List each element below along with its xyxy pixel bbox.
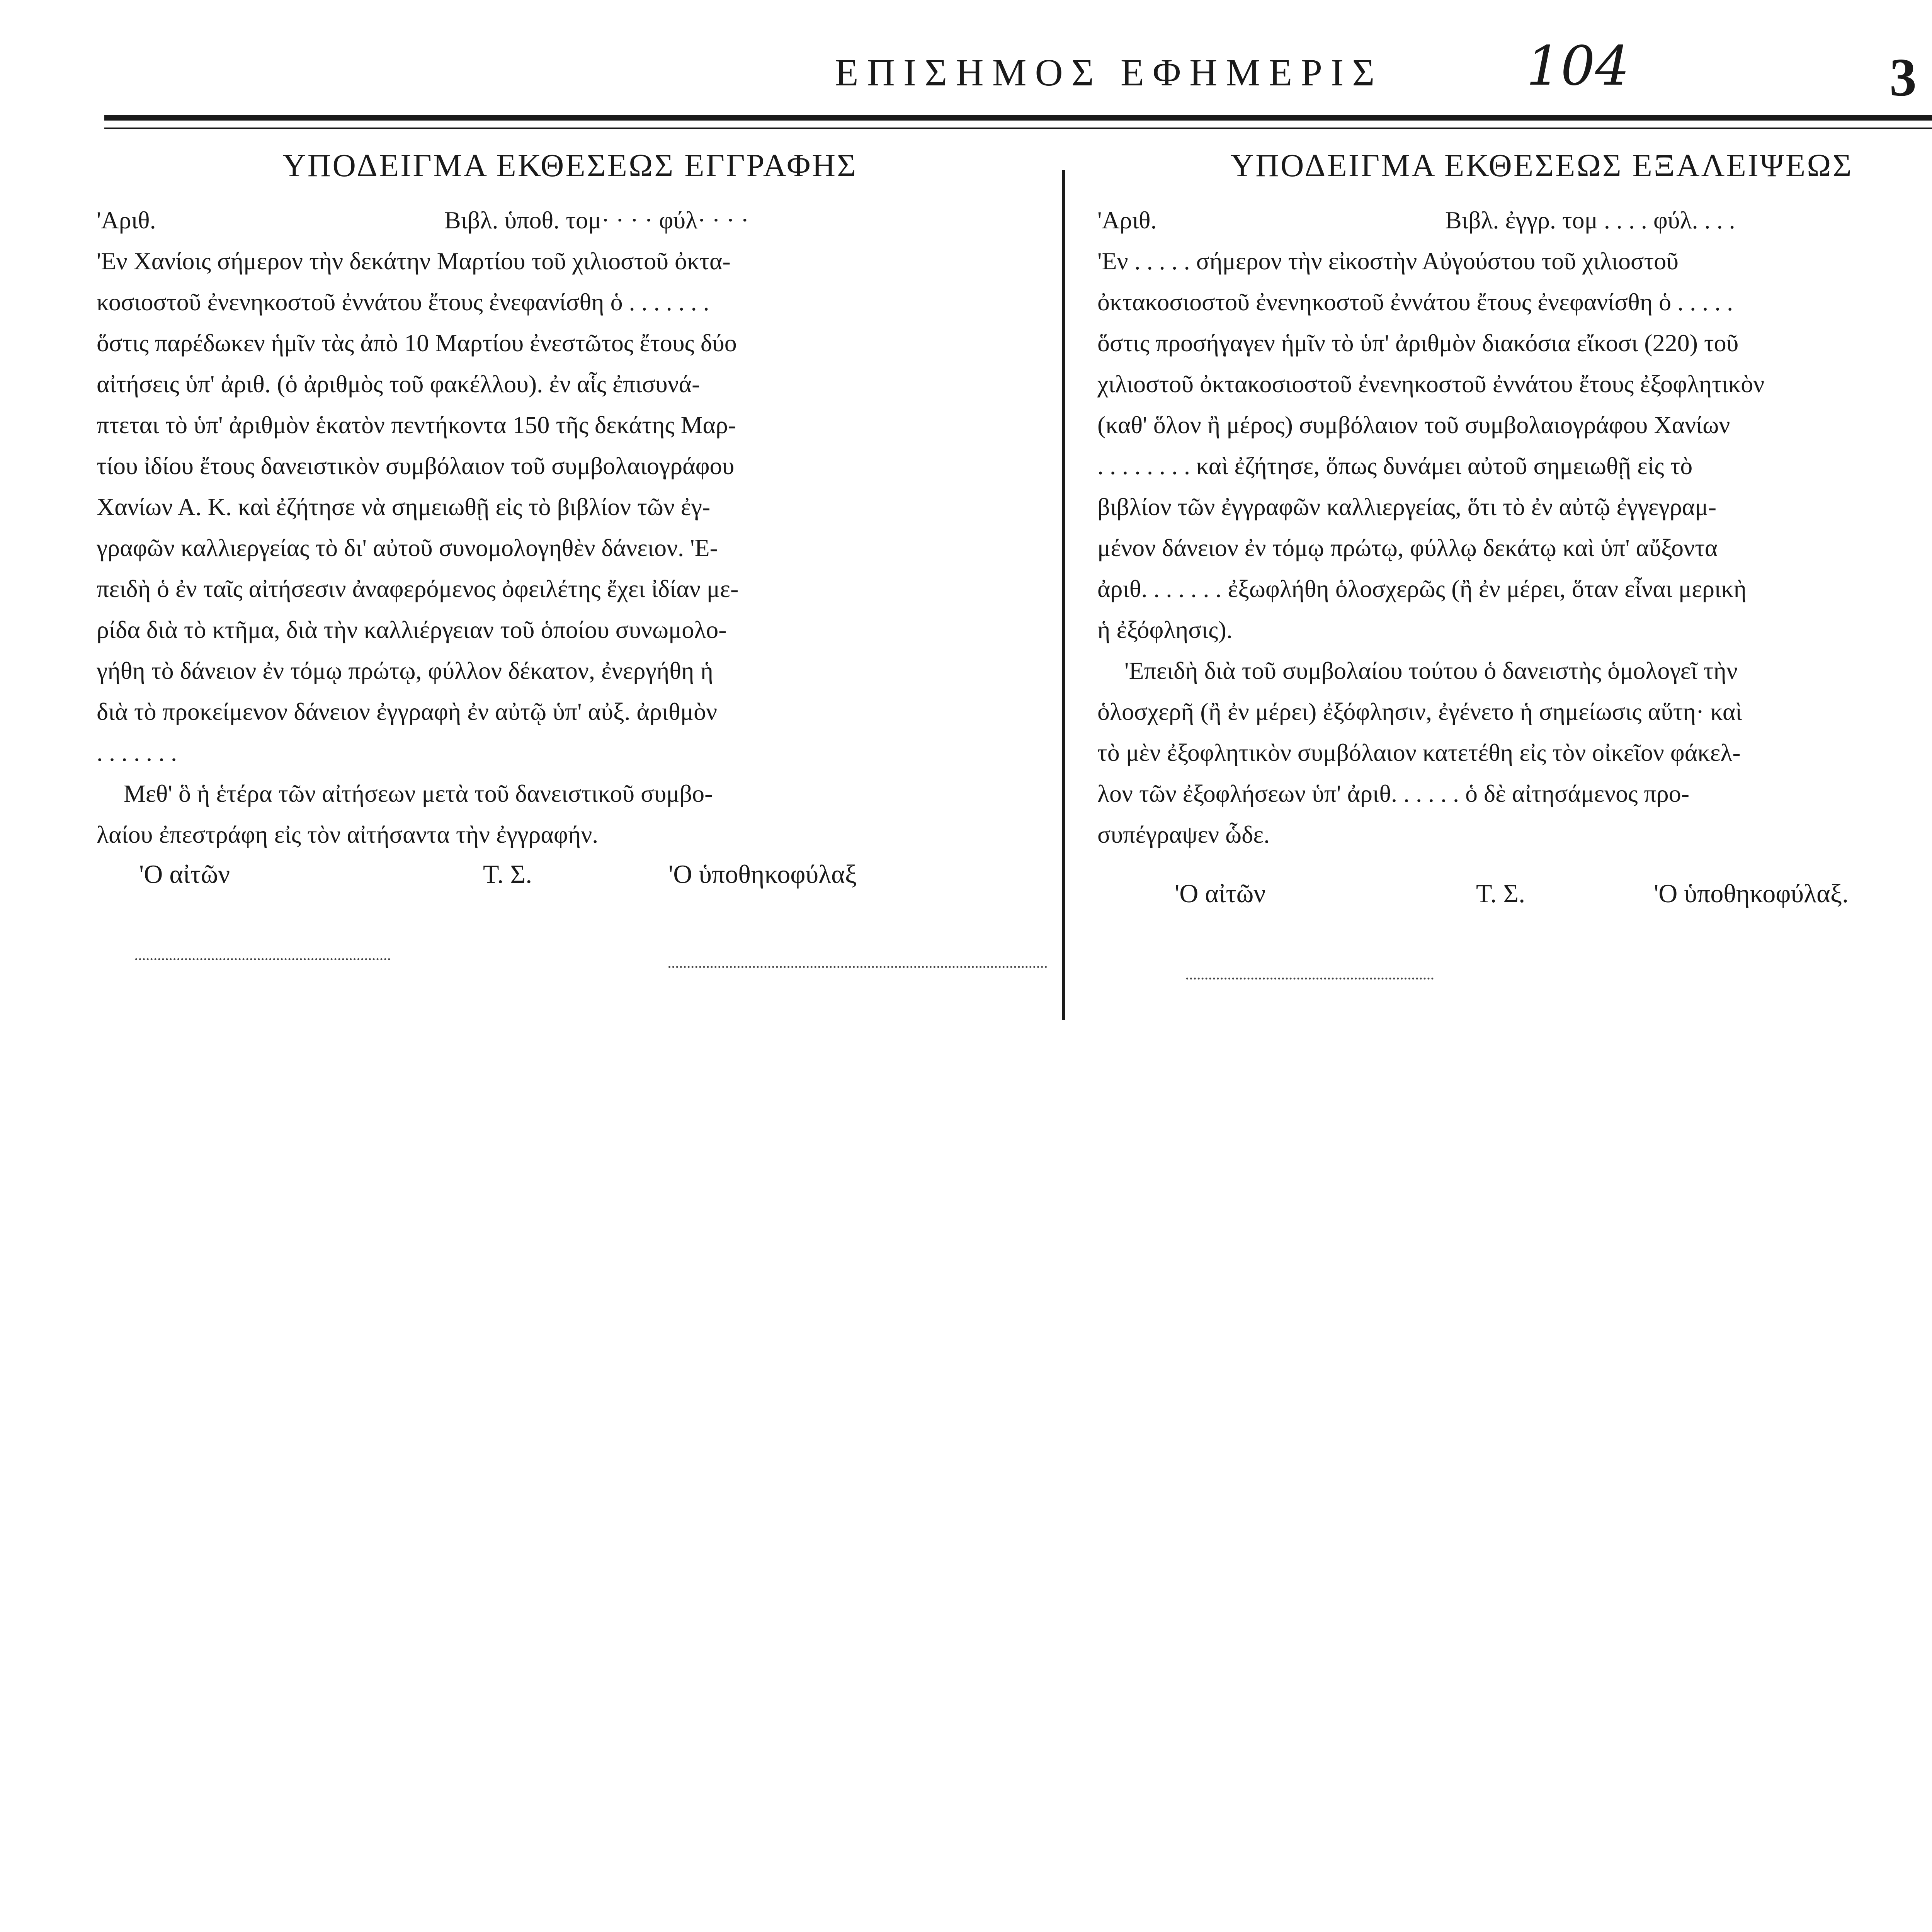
printed-page-number: 3 — [1889, 48, 1917, 107]
right-meta-line — [1097, 200, 1932, 241]
body-line: 'Εν . . . . . σήμερον τὴν εἰκοστὴν Αὐγούστου τοῦ χιλιοστοῦ — [1097, 247, 1679, 275]
right-sign-registrar: 'Ο ὑποθηκοφύλαξ. — [1654, 879, 1849, 908]
left-column — [97, 147, 1043, 901]
body-line: διὰ τὸ προκείμενον δάνειον ἐγγραφὴ ἐν αὐτῷ ὑπ' αὐξ. ἀριθμὸν — [97, 698, 717, 725]
publication-title: ΕΠΙΣΗΜΟΣ ΕΦΗΜΕΡΙΣ — [835, 51, 1383, 94]
right-signature-line-applicant — [1186, 978, 1434, 980]
body-line: . . . . . . . — [97, 739, 177, 766]
right-sign-applicant: 'Ο αἰτῶν — [1175, 879, 1266, 908]
body-line: ὅστις παρέδωκεν ἡμῖν τὰς ἀπὸ 10 Μαρτίου ἐνεστῶτος ἔτους δύο — [97, 329, 737, 357]
body-line: γραφῶν καλλιεργείας τὸ δι' αὐτοῦ συνομολογηθὲν δάνειον. 'Ε- — [97, 534, 718, 561]
left-section-title: ΥΠΟΔΕΙΓΜΑ ΕΚΘΕΣΕΩΣ ΕΓΓΡΑΦΗΣ — [282, 148, 857, 184]
body-line: ὅστις προσήγαγεν ἡμῖν τὸ ὑπ' ἀριθμὸν διακόσια εἴκοσι (220) τοῦ — [1097, 329, 1739, 357]
body-line: 'Εν Χανίοις σήμερον τὴν δεκάτην Μαρτίου τοῦ χιλιοστοῦ ὀκτα- — [97, 247, 731, 275]
right-column — [1097, 147, 1932, 921]
right-sign-seal: Τ. Σ. — [1476, 879, 1526, 908]
handwritten-page-number: 104 — [1526, 35, 1630, 98]
column-divider — [1062, 170, 1065, 1020]
body-line: ρίδα διὰ τὸ κτῆμα, διὰ τὴν καλλιέργειαν τοῦ ὁποίου συνωμολο- — [97, 616, 727, 643]
left-closing — [97, 773, 1043, 855]
right-signatures — [1097, 878, 1932, 921]
body-line: Χανίων Α. Κ. καὶ ἐζήτησε νὰ σημειωθῇ εἰς τὸ βιβλίον τῶν ἐγ- — [97, 493, 711, 520]
left-meta-number: 'Αριθ. — [97, 206, 156, 234]
body-line: πτεται τὸ ὑπ' ἀριθμὸν ἑκατὸν πεντήκοντα 150 τῆς δεκάτης Μαρ- — [97, 411, 736, 439]
left-sign-registrar: 'Ο ὑποθηκοφύλαξ — [668, 859, 857, 889]
left-signature-line-registrar — [668, 966, 1047, 968]
body-line: χιλιοστοῦ ὀκτακοσιοστοῦ ἐνενηκοστοῦ ἐννάτου ἔτους ἐξοφλητικὸν — [1097, 370, 1765, 398]
right-section-title: ΥΠΟΔΕΙΓΜΑ ΕΚΘΕΣΕΩΣ ΕΞΑΛΕΙΨΕΩΣ — [1230, 148, 1853, 184]
body-line: ἡ ἐξόφλησις). — [1097, 616, 1233, 643]
right-closing — [1097, 650, 1932, 855]
right-meta-number: 'Αριθ. — [1097, 206, 1157, 234]
body-line: . . . . . . . . καὶ ἐζήτησε, ὅπως δυνάμει αὐτοῦ σημειωθῇ εἰς τὸ — [1097, 452, 1693, 480]
left-meta-line — [97, 200, 1043, 241]
body-line: τίου ἰδίου ἔτους δανειστικὸν συμβόλαιον τοῦ συμβολαιογράφου — [97, 452, 735, 480]
left-signature-line-applicant — [135, 958, 390, 960]
left-sign-seal: Τ. Σ. — [483, 859, 532, 889]
body-line: (καθ' ὅλον ἢ μέρος) συμβόλαιον τοῦ συμβολαιογράφου Χανίων — [1097, 411, 1730, 439]
closing-line: Μεθ' ὃ ἡ ἑτέρα τῶν αἰτήσεων μετὰ τοῦ δανειστικοῦ συμβο- — [124, 780, 713, 807]
left-meta-book: Βιβλ. ὑποθ. τομ· · · · φύλ· · · · — [444, 206, 749, 234]
closing-line: λαίου ἐπεστράφη εἰς τὸν αἰτήσαντα τὴν ἐγγραφήν. — [97, 821, 599, 848]
body-line: γήθη τὸ δάνειον ἐν τόμῳ πρώτῳ, φύλλον δέκατον, ἐνεργήθη ἡ — [97, 657, 713, 684]
body-line: μένον δάνειον ἐν τόμῳ πρώτῳ, φύλλῳ δεκάτῳ καὶ ὑπ' αὔξοντα — [1097, 534, 1718, 561]
body-line: ὀκτακοσιοστοῦ ἐνενηκοστοῦ ἐννάτου ἔτους ἐνεφανίσθη ὁ . . . . . — [1097, 288, 1733, 316]
left-sign-applicant: 'Ο αἰτῶν — [139, 859, 230, 889]
left-body — [97, 241, 1043, 773]
body-line: κοσιοστοῦ ἐνενηκοστοῦ ἐννάτου ἔτους ἐνεφανίσθη ὁ . . . . . . . — [97, 288, 709, 316]
closing-line: λον τῶν ἐξοφλήσεων ὑπ' ἀριθ. . . . . . ὁ δὲ αἰτησάμενος προ- — [1097, 780, 1689, 807]
body-line: ἀριθ. . . . . . . ἐξωφλήθη ὁλοσχερῶς (ἢ ἐν μέρει, ὅταν εἶναι μερικὴ — [1097, 575, 1747, 602]
body-line: πειδὴ ὁ ἐν ταῖς αἰτήσεσιν ἀναφερόμενος ὀφειλέτης ἔχει ἰδίαν με- — [97, 575, 739, 602]
closing-line: 'Επειδὴ διὰ τοῦ συμβολαίου τούτου ὁ δανειστὴς ὁμολογεῖ τὴν — [1124, 657, 1738, 684]
body-line: βιβλίον τῶν ἐγγραφῶν καλλιεργείας, ὅτι τὸ ἐν αὐτῷ ἐγγεγραμ- — [1097, 493, 1717, 520]
closing-line: συπέγραψεν ὧδε. — [1097, 821, 1270, 848]
header-rule-thick — [104, 115, 1932, 121]
left-signatures — [97, 859, 1043, 901]
closing-line: ὁλοσχερῆ (ἢ ἐν μέρει) ἐξόφλησιν, ἐγένετο ἡ σημείωσις αὕτη· καὶ — [1097, 698, 1742, 725]
page-header — [104, 35, 1932, 108]
right-meta-book: Βιβλ. ἐγγρ. τομ . . . . φύλ. . . . — [1445, 206, 1735, 234]
header-rule-thin — [104, 128, 1932, 129]
closing-line: τὸ μὲν ἐξοφλητικὸν συμβόλαιον κατετέθη εἰς τὸν οἰκεῖον φάκελ- — [1097, 739, 1741, 766]
body-line: αἰτήσεις ὑπ' ἀριθ. (ὁ ἀριθμὸς τοῦ φακέλλου). ἐν αἷς ἐπισυνά- — [97, 370, 700, 398]
right-body — [1097, 241, 1932, 650]
